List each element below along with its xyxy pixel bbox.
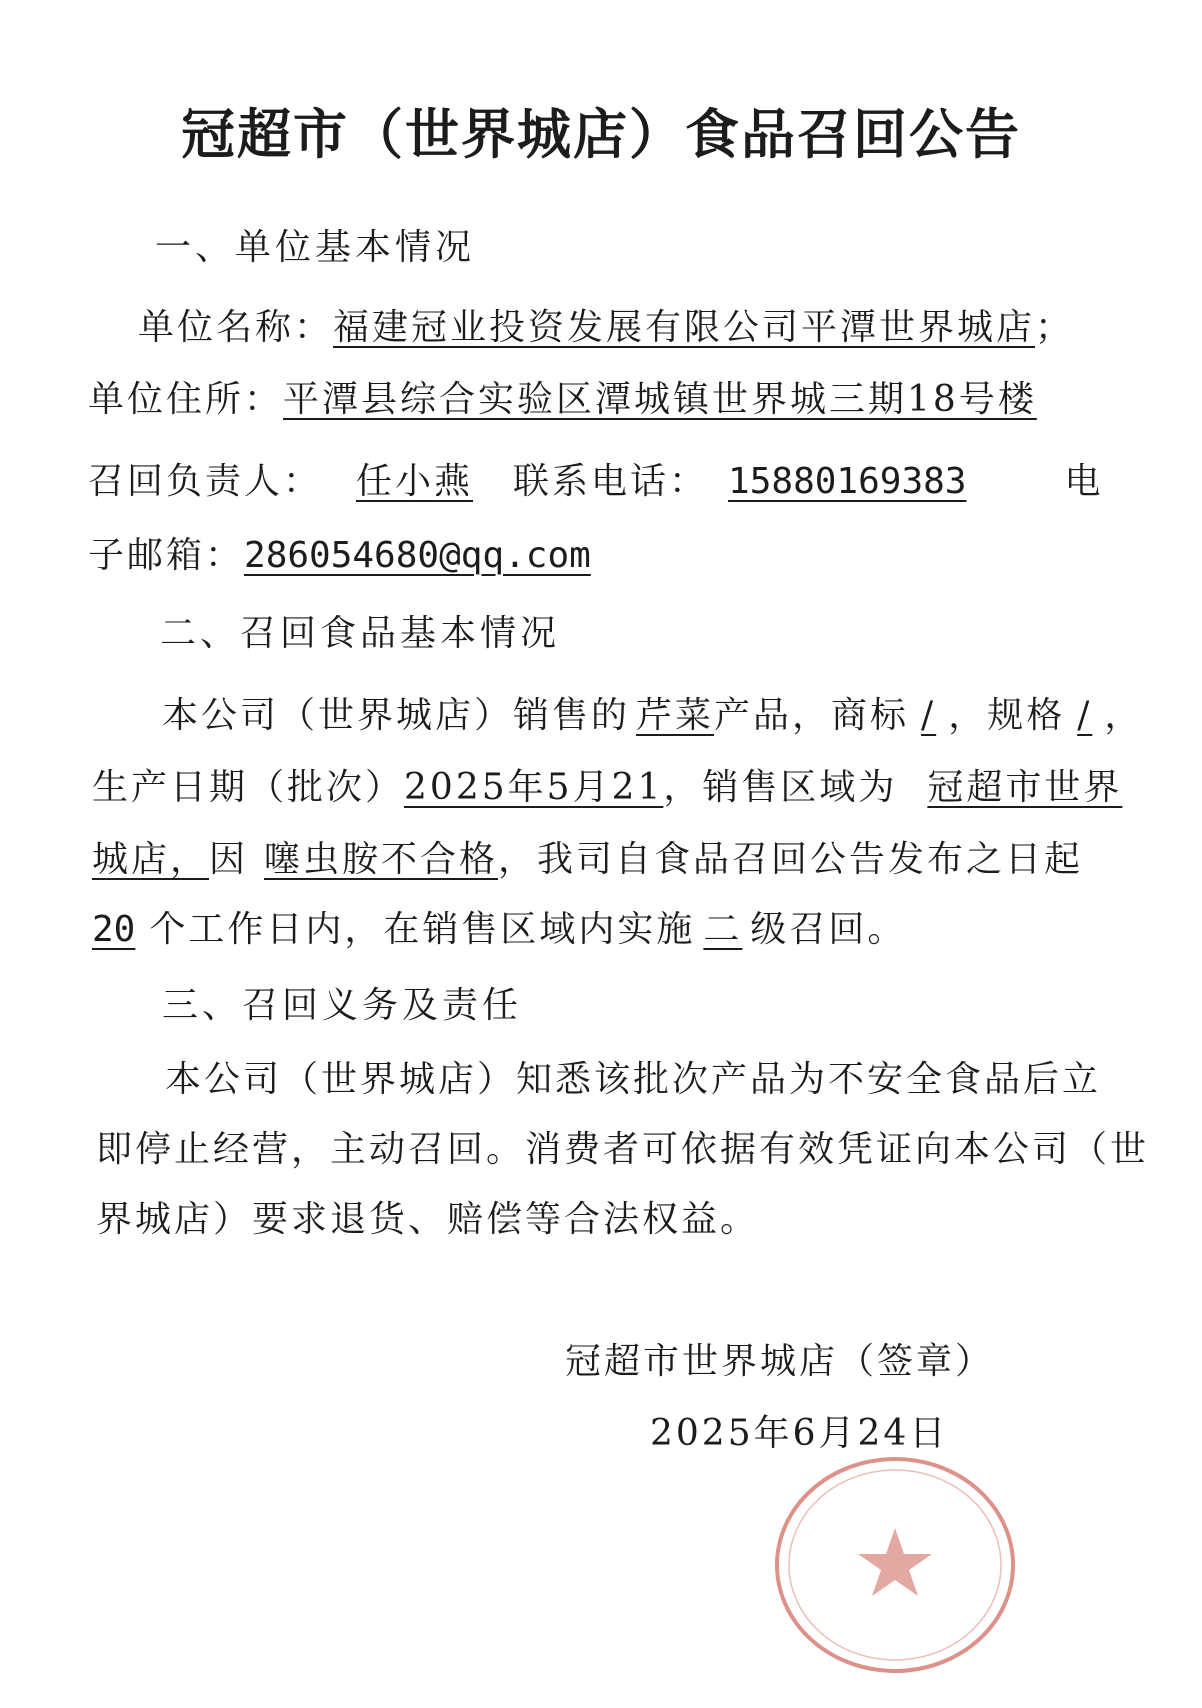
phone-value: 15880169383 [728,461,967,502]
signature-name: 冠超市世界城店（签章） [565,1341,995,1382]
recall-level: 二 [703,909,743,950]
reason-text-b: ，我司自食品召回公告发布之日起 [498,839,1084,880]
sales-area-part2: 城店， [92,839,210,880]
contact-value: 任小燕 [356,461,474,502]
unit-address-line [88,378,1037,422]
product-line [162,694,1143,738]
duty-paragraph-line3: 界城店）要求退货、赔偿等合法权益。 [96,1199,760,1240]
contact-line [88,460,1103,504]
email-value: 286054680@qq.com [244,535,591,576]
duty-paragraph-line2: 即停止经营，主动召回。消费者可依据有效凭证向本公司（世 [96,1129,1150,1170]
spec-value: / [1077,695,1093,736]
unit-name-value: 福建冠业投资发展有限公司平潭世界城店 [333,307,1036,348]
sales-area-part1: 冠超市世界 [927,767,1123,808]
date-text-a: 生产日期（批次） [92,767,405,808]
document-title: 冠超市（世界城店）食品召回公告 [181,102,1021,166]
product-text-d: ， [1104,695,1144,736]
email-line [88,534,607,578]
reason-line [92,838,1083,882]
unit-address-label: 单位住所： [88,379,284,420]
unit-address-value: 平潭县综合实验区潭城镇世界城三期18号楼 [283,379,1037,420]
product-text-a: 本公司（世界城店）销售的 [162,695,631,736]
contact-label: 召回负责人： [88,461,323,502]
unit-name-line [138,306,1074,350]
production-date: 2025年5月21 [404,767,664,808]
product-name: 芹菜 [636,695,715,736]
email-label: 子邮箱： [88,535,245,576]
section1-heading: 一、单位基本情况 [155,227,476,268]
recall-days: 20 [92,909,136,950]
company-seal-icon [770,1450,1020,1680]
recall-level-line [92,908,906,952]
recall-reason: 噻虫胺不合格 [264,839,499,880]
date-line [92,766,1122,810]
reason-text-a: 因 [209,839,249,880]
section2-heading: 二、召回食品基本情况 [160,613,561,654]
level-text-b: 级召回。 [750,909,907,950]
duty-paragraph-line1: 本公司（世界城店）知悉该批次产品为不安全食品后立 [165,1059,1102,1100]
unit-name-end: ； [1035,307,1075,348]
product-text-c: ，规格 [948,695,1066,736]
trademark-value: / [921,695,937,736]
signature-date: 2025年6月24日 [650,1413,949,1454]
level-text-a: 个工作日内，在销售区域内实施 [149,909,696,950]
date-text-b: ，销售区域为 [663,767,898,808]
phone-label: 联系电话： [513,461,709,502]
unit-name-label: 单位名称： [138,307,334,348]
section3-heading: 三、召回义务及责任 [162,985,523,1026]
product-text-b: 产品，商标 [714,695,910,736]
email-label-start: 电 [1064,461,1104,502]
